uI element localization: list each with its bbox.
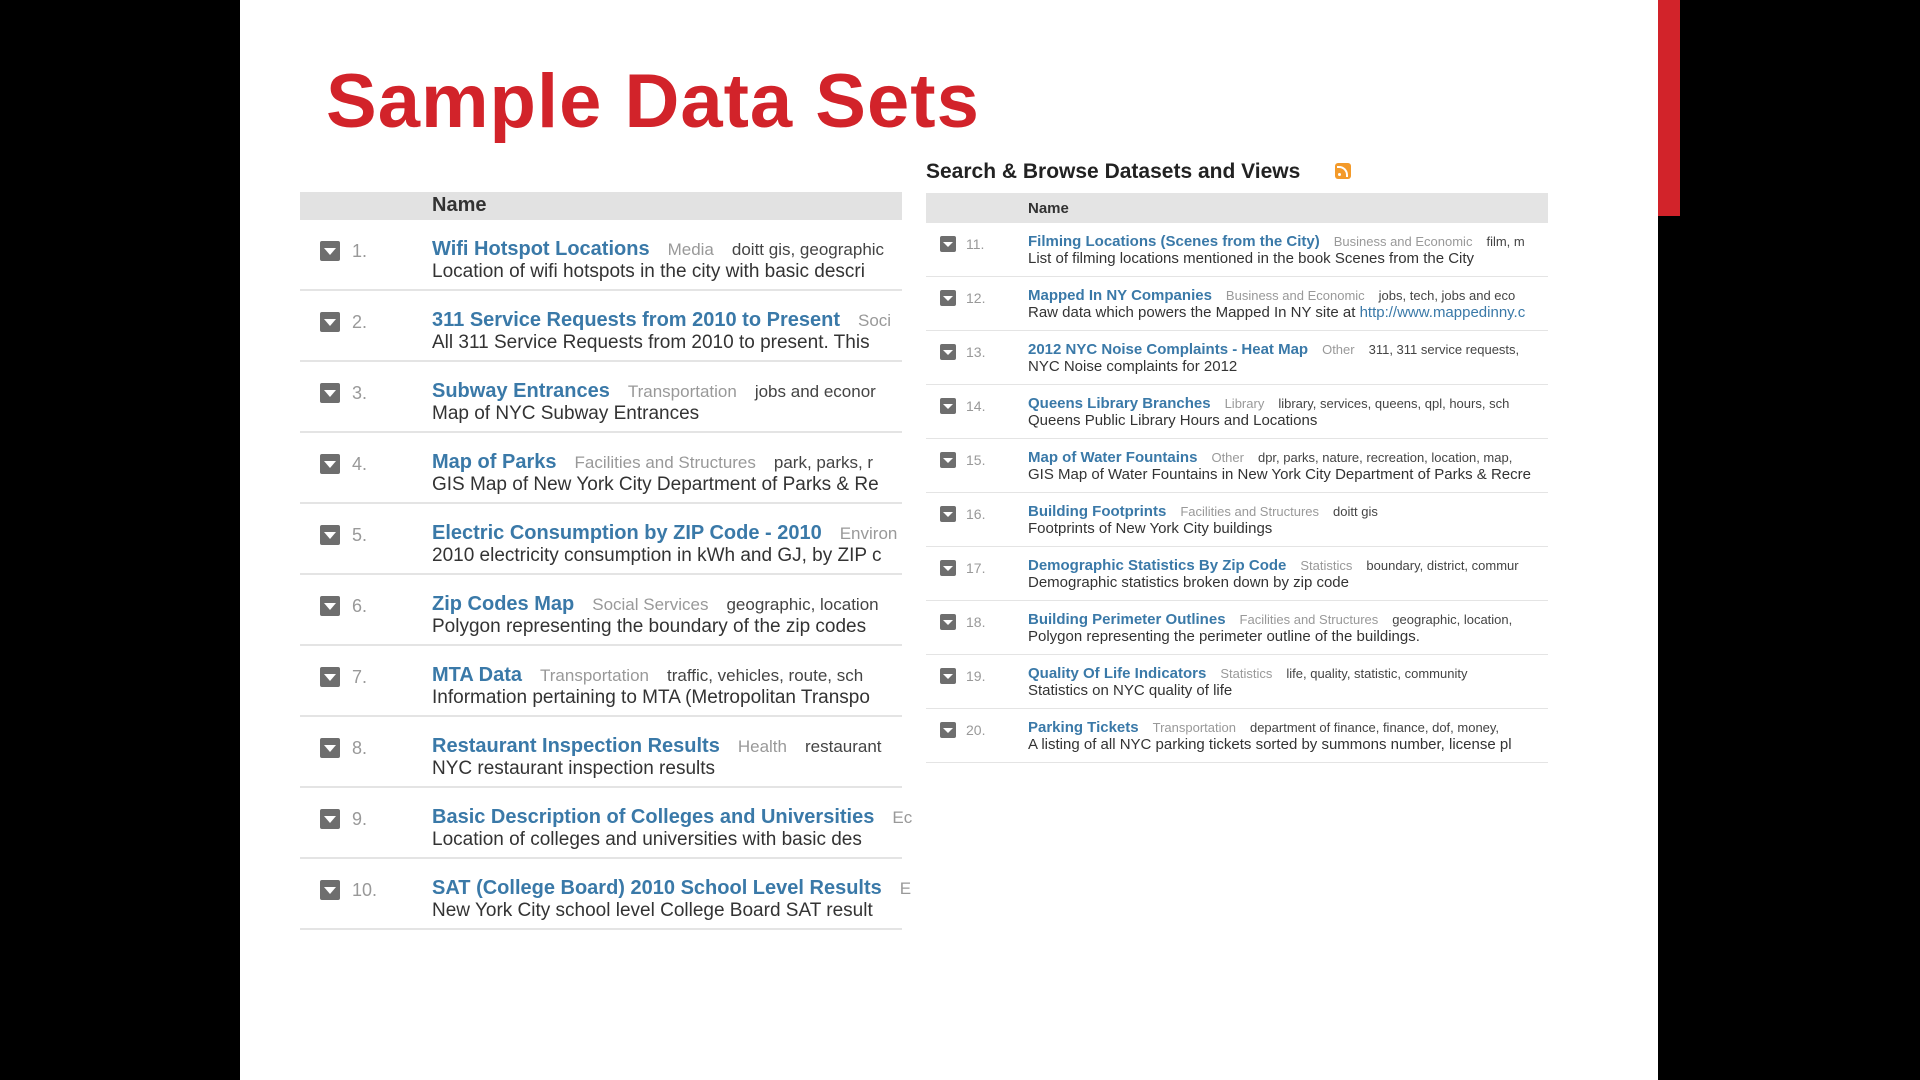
dataset-name-link[interactable]: Building Perimeter Outlines [1028,611,1226,628]
table-header [926,193,1548,223]
dataset-category: Environ [839,524,898,543]
table-row [300,646,902,717]
dataset-description: Location of colleges and universities with basic des [432,829,862,850]
row-dropdown-icon[interactable] [320,880,340,900]
row-description-line [1028,412,1317,429]
row-description-line [1028,250,1474,267]
dataset-name-link[interactable]: Filming Locations (Scenes from the City) [1028,233,1320,250]
table-row [926,601,1548,655]
slide-title: Sample Data Sets [326,59,980,144]
row-dropdown-icon[interactable] [320,312,340,332]
table-row [926,277,1548,331]
table-row [300,575,902,646]
dataset-category: Facilities and Structures [1180,504,1320,519]
row-title-line [1028,719,1499,736]
row-title-line [1028,341,1519,358]
row-number: 7. [352,667,368,687]
dataset-tags: restaurant [804,737,882,756]
dataset-category: Ec [892,808,913,827]
table-row [300,859,912,930]
row-number: 3. [352,383,368,403]
row-number: 16. [966,506,986,522]
row-title-line [1028,395,1509,412]
dataset-name-link[interactable]: Wifi Hotspot Locations [432,238,650,260]
row-number: 14. [966,398,986,414]
row-description-line [1028,574,1349,591]
right-dataset-table [926,160,1548,780]
accent-bar [1658,0,1680,216]
table-row [926,331,1548,385]
dataset-description: All 311 Service Requests from 2010 to present. This [432,332,870,353]
dataset-tags: dpr, parks, nature, recreation, location, map, [1257,450,1513,465]
row-description-line [432,545,882,567]
dataset-tags: 311, 311 service requests, [1368,342,1520,357]
row-number: 18. [966,614,986,630]
dataset-url-link[interactable]: http://www.mappedinny.c [1359,304,1526,321]
right-rows [926,223,1548,763]
row-description-line [432,829,862,851]
dataset-category: Other [1211,450,1244,465]
row-description-line [1028,304,1525,321]
dataset-tags: park, parks, r [773,453,874,472]
dataset-category: Facilities and Structures [1239,612,1379,627]
row-title-line [432,309,891,332]
row-title-line [432,451,873,474]
heading-text: Search & Browse Datasets and Views [926,160,1301,183]
row-number: 20. [966,722,986,738]
dataset-tags: department of finance, finance, dof, money, [1249,720,1500,735]
dataset-description: Information pertaining to MTA (Metropolitan Transpo [432,687,870,708]
dataset-category: Transportation [1152,720,1236,735]
row-dropdown-icon[interactable] [320,383,340,403]
dataset-category: Health [737,737,787,756]
row-description-line [1028,736,1512,753]
row-title-line [1028,233,1525,250]
row-title-line [1028,287,1515,304]
dataset-tags: boundary, district, commur [1366,558,1519,573]
table-row [300,362,902,433]
dataset-description: GIS Map of New York City Department of Parks & Re [432,474,879,495]
dataset-tags: jobs and econor [754,382,876,401]
row-title-line [432,877,911,900]
dataset-tags: library, services, queens, qpl, hours, sch [1278,396,1510,411]
row-number: 6. [352,596,368,616]
row-description-line [1028,466,1531,483]
row-title-line [432,380,876,403]
row-dropdown-icon[interactable] [940,236,956,252]
row-number: 4. [352,454,368,474]
dataset-category: E [899,879,912,898]
row-title-line [432,664,863,687]
row-number: 8. [352,738,368,758]
row-title-line [432,522,897,545]
row-title-line [1028,449,1512,466]
dataset-tags: traffic, vehicles, route, sch [666,666,864,685]
dataset-name-link[interactable]: Subway Entrances [432,380,610,402]
dataset-name-link[interactable]: Queens Library Branches [1028,395,1211,412]
row-number: 13. [966,344,986,360]
row-dropdown-icon[interactable] [940,668,956,684]
row-description-line [432,332,870,354]
dataset-tags: life, quality, statistic, community [1286,666,1468,681]
left-rows [300,220,913,930]
slide [240,0,1658,1080]
row-number: 11. [966,236,985,252]
row-description-line [432,687,870,709]
column-header-name: Name [1028,200,1069,217]
column-header-name: Name [432,194,487,216]
dataset-name-link[interactable]: Demographic Statistics By Zip Code [1028,557,1287,574]
dataset-tags: film, m [1486,234,1525,249]
dataset-name-link[interactable]: Mapped In NY Companies [1028,287,1212,304]
dataset-description: Footprints of New York City buildings [1028,520,1273,537]
row-dropdown-icon[interactable] [940,452,956,468]
row-title-line [432,806,912,829]
dataset-tags: jobs, tech, jobs and eco [1378,288,1516,303]
dataset-description: Polygon representing the perimeter outline of the buildings. [1028,628,1420,645]
row-title-line [1028,611,1512,628]
row-title-line [1028,557,1519,574]
row-dropdown-icon[interactable] [940,506,956,522]
dataset-description: Raw data which powers the Mapped In NY site at [1028,304,1360,321]
table-header [300,192,902,220]
row-dropdown-icon[interactable] [940,722,956,738]
dataset-category: Statistics [1220,666,1273,681]
dataset-name-link[interactable]: Building Footprints [1028,503,1167,520]
dataset-description: Map of NYC Subway Entrances [432,403,700,424]
dataset-description: NYC restaurant inspection results [432,758,716,779]
dataset-category: Other [1322,342,1355,357]
table-row [926,385,1548,439]
dataset-name-link[interactable]: Map of Water Fountains [1028,449,1198,466]
row-dropdown-icon[interactable] [320,738,340,758]
table-row [300,717,902,788]
dataset-description: Statistics on NYC quality of life [1028,682,1233,699]
row-dropdown-icon[interactable] [940,290,956,306]
table-row [926,439,1548,493]
dataset-category: Social Services [592,595,709,614]
dataset-name-link[interactable]: 2012 NYC Noise Complaints - Heat Map [1028,341,1309,358]
table-row [926,547,1548,601]
row-description-line [432,403,699,425]
row-dropdown-icon[interactable] [320,454,340,474]
row-description-line [432,616,866,638]
row-description-line [1028,358,1237,375]
row-dropdown-icon[interactable] [940,560,956,576]
dataset-category: Business and Economic [1333,234,1473,249]
dataset-description: Demographic statistics broken down by zip code [1028,574,1349,591]
dataset-tags: geographic, location [726,595,879,614]
dataset-tags: geographic, location, [1392,612,1513,627]
dataset-name-link[interactable]: Zip Codes Map [432,593,575,615]
table-row [926,709,1548,763]
row-dropdown-icon[interactable] [320,525,340,545]
table-row [300,788,913,859]
left-dataset-table [300,192,913,921]
dataset-name-link[interactable]: Restaurant Inspection Results [432,735,720,757]
dataset-category: Facilities and Structures [574,453,756,472]
search-browse-heading [926,160,1548,192]
dataset-name-link[interactable]: Map of Parks [432,451,557,473]
row-description-line [1028,628,1420,645]
row-dropdown-icon[interactable] [320,596,340,616]
row-number: 12. [966,290,986,306]
row-dropdown-icon[interactable] [940,614,956,630]
table-row [926,655,1548,709]
dataset-tags: doitt gis [1333,504,1378,519]
dataset-description: List of filming locations mentioned in the book Scenes from the City [1028,250,1475,267]
dataset-name-link[interactable]: Parking Tickets [1028,719,1139,736]
row-dropdown-icon[interactable] [320,241,340,261]
dataset-description: New York City school level College Board SAT result [432,900,873,921]
dataset-category: Transportation [540,666,649,685]
dataset-description: Location of wifi hotspots in the city with basic descri [432,261,865,282]
row-description-line [432,758,715,780]
dataset-tags: doitt gis, geographic [731,240,885,259]
dataset-category: Library [1224,396,1265,411]
dataset-description: NYC Noise complaints for 2012 [1028,358,1238,375]
dataset-name-link[interactable]: Quality Of Life Indicators [1028,665,1207,682]
dataset-name-link[interactable]: Basic Description of Colleges and Universities [432,806,875,828]
row-dropdown-icon[interactable] [940,398,956,414]
row-title-line [1028,503,1378,520]
table-row [926,493,1548,547]
table-row [926,223,1548,277]
row-number: 15. [966,452,986,468]
row-number: 19. [966,668,986,684]
row-number: 1. [352,241,368,261]
row-dropdown-icon[interactable] [320,667,340,687]
row-number: 17. [966,560,986,576]
dataset-name-link[interactable]: Electric Consumption by ZIP Code - 2010 [432,522,822,544]
row-title-line [1028,665,1467,682]
row-dropdown-icon[interactable] [940,344,956,360]
table-row [300,220,902,291]
row-description-line [432,900,873,922]
dataset-category: Business and Economic [1225,288,1365,303]
dataset-description: Queens Public Library Hours and Locations [1028,412,1318,429]
row-description-line [432,474,879,496]
dataset-category: Soci [858,311,892,330]
row-description-line [1028,682,1232,699]
dataset-description: GIS Map of Water Fountains in New York City Department of Parks & Recre [1028,466,1531,483]
row-title-line [432,735,882,758]
row-number: 10. [352,880,378,900]
row-description-line [432,261,865,283]
row-number: 2. [352,312,368,332]
dataset-category: Media [667,240,714,259]
table-row [300,504,902,575]
dataset-category: Statistics [1300,558,1353,573]
row-title-line [432,238,884,261]
dataset-category: Transportation [627,382,737,401]
row-number: 5. [352,525,368,545]
row-title-line [432,593,879,616]
dataset-description: Polygon representing the boundary of the zip codes [432,616,867,637]
dataset-description: 2010 electricity consumption in kWh and GJ, by ZIP c [432,545,882,566]
row-number: 9. [352,809,368,829]
dataset-name-link[interactable]: 311 Service Requests from 2010 to Present [432,309,840,331]
table-row [300,291,902,362]
table-row [300,433,902,504]
row-dropdown-icon[interactable] [320,809,340,829]
dataset-description: A listing of all NYC parking tickets sorted by summons number, license pl [1028,736,1512,753]
row-description-line [1028,520,1272,537]
dataset-name-link[interactable]: MTA Data [432,664,522,686]
rss-feed-icon[interactable] [1335,163,1351,179]
dataset-name-link[interactable]: SAT (College Board) 2010 School Level Results [432,877,882,899]
